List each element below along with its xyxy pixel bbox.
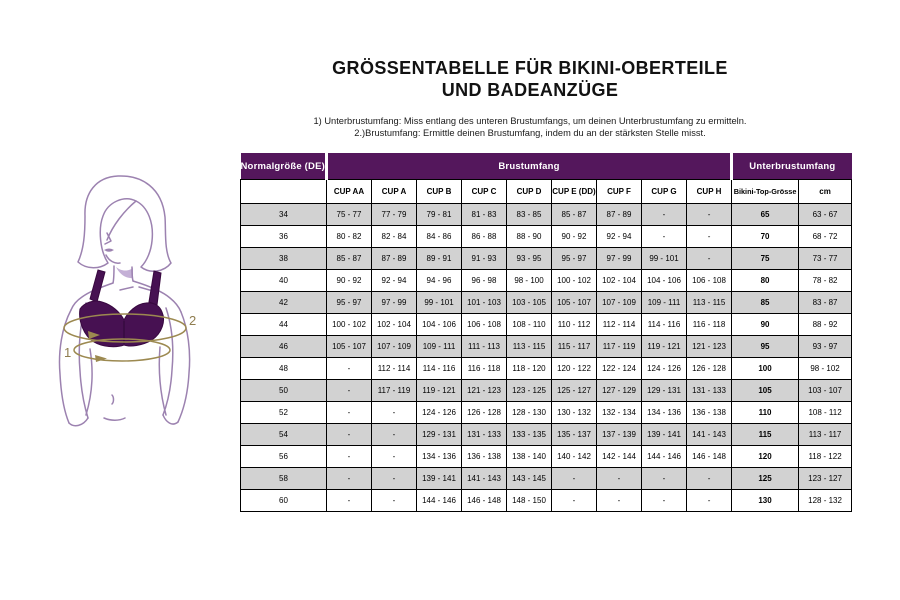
cup-range-cell: 146 - 148 (687, 446, 732, 468)
cup-range-cell: 85 - 87 (327, 248, 372, 270)
size-cell: 56 (241, 446, 327, 468)
cup-range-cell: 88 - 90 (507, 226, 552, 248)
cup-range-cell: 75 - 77 (327, 204, 372, 226)
table-row (241, 468, 852, 490)
cup-range-cell: 106 - 108 (462, 314, 507, 336)
cup-range-cell: 132 - 134 (597, 402, 642, 424)
hair-outline (78, 176, 171, 271)
cup-range-cell: 118 - 120 (507, 358, 552, 380)
cm-column-header: cm (799, 180, 852, 204)
cup-range-cell: 79 - 81 (417, 204, 462, 226)
cup-range-cell: 121 - 123 (462, 380, 507, 402)
cup-column-header: CUP D (507, 180, 552, 204)
table-row (241, 314, 852, 336)
table-row (241, 292, 852, 314)
cup-range-cell: 100 - 102 (327, 314, 372, 336)
underbust-cm-cell: 93 - 97 (799, 336, 852, 358)
instruction-line-2: 2.)Brustumfang: Ermittle deinen Brustumfang, indem du an der stärksten Stelle misst. (354, 127, 706, 138)
cup-range-cell: 112 - 114 (597, 314, 642, 336)
cup-range-cell: 82 - 84 (372, 226, 417, 248)
cup-range-cell: 144 - 146 (417, 490, 462, 512)
cup-range-cell: - (687, 226, 732, 248)
cup-range-cell: 113 - 115 (507, 336, 552, 358)
cup-range-cell: 113 - 115 (687, 292, 732, 314)
collarbone-left (120, 287, 133, 290)
cup-range-cell: 114 - 116 (417, 358, 462, 380)
cup-range-cell: 134 - 136 (642, 402, 687, 424)
cup-column-header: CUP G (642, 180, 687, 204)
cup-range-cell: - (687, 248, 732, 270)
cup-range-cell: 131 - 133 (687, 380, 732, 402)
cup-range-cell: 124 - 126 (417, 402, 462, 424)
cup-range-cell: 102 - 104 (372, 314, 417, 336)
size-table (240, 153, 852, 512)
cup-range-cell: - (552, 490, 597, 512)
measurement-figure-illustration (40, 170, 240, 442)
cup-range-cell: - (687, 490, 732, 512)
cup-range-cell: 104 - 106 (417, 314, 462, 336)
cup-range-cell: 148 - 150 (507, 490, 552, 512)
cup-range-cell: 126 - 128 (462, 402, 507, 424)
cup-range-cell: 86 - 88 (462, 226, 507, 248)
table-row (241, 204, 852, 226)
cup-range-cell: - (642, 468, 687, 490)
table-row (241, 336, 852, 358)
table-row (241, 248, 852, 270)
bikini-top-column-header: Bikini-Top-Grösse (732, 180, 799, 204)
cup-range-cell: 101 - 103 (462, 292, 507, 314)
cup-range-cell: 111 - 113 (462, 336, 507, 358)
cup-range-cell: 89 - 91 (417, 248, 462, 270)
size-cell: 60 (241, 490, 327, 512)
bikini-top-size-cell: 130 (732, 490, 799, 512)
cup-range-cell: 99 - 101 (642, 248, 687, 270)
cup-range-cell: 107 - 109 (372, 336, 417, 358)
cup-range-cell: 129 - 131 (642, 380, 687, 402)
underbust-group-header: Unterbrustumfang (732, 153, 852, 180)
cup-range-cell: 142 - 144 (597, 446, 642, 468)
cup-range-cell: - (687, 468, 732, 490)
cup-range-cell: 128 - 130 (507, 402, 552, 424)
bikini-top-size-cell: 80 (732, 270, 799, 292)
table-row (241, 270, 852, 292)
underbust-cm-cell: 103 - 107 (799, 380, 852, 402)
right-hand (163, 415, 178, 424)
cup-range-cell: 81 - 83 (462, 204, 507, 226)
cup-range-cell: 116 - 118 (687, 314, 732, 336)
navel (112, 395, 114, 404)
cup-range-cell: 120 - 122 (552, 358, 597, 380)
cup-range-cell: 110 - 112 (552, 314, 597, 336)
cup-column-header: CUP H (687, 180, 732, 204)
cup-range-cell: 121 - 123 (687, 336, 732, 358)
size-cell: 40 (241, 270, 327, 292)
cup-range-cell: 114 - 116 (642, 314, 687, 336)
cup-range-cell: 134 - 136 (417, 446, 462, 468)
table-row (241, 358, 852, 380)
cup-range-cell: 133 - 135 (507, 424, 552, 446)
cup-range-cell: 95 - 97 (552, 248, 597, 270)
cup-range-cell: 122 - 124 (597, 358, 642, 380)
table-row (241, 424, 852, 446)
cup-range-cell: 115 - 117 (552, 336, 597, 358)
cup-range-cell: 140 - 142 (552, 446, 597, 468)
cup-range-cell: 126 - 128 (687, 358, 732, 380)
table-row (241, 380, 852, 402)
bikini-top-size-cell: 120 (732, 446, 799, 468)
cup-range-cell: 106 - 108 (687, 270, 732, 292)
cup-range-cell: 119 - 121 (642, 336, 687, 358)
cup-range-cell: - (327, 358, 372, 380)
bikini-top-size-cell: 115 (732, 424, 799, 446)
size-cell: 44 (241, 314, 327, 336)
cup-range-cell: 77 - 79 (372, 204, 417, 226)
underbust-cm-cell: 108 - 112 (799, 402, 852, 424)
cup-range-cell: 138 - 140 (507, 446, 552, 468)
cup-range-cell: 141 - 143 (462, 468, 507, 490)
cup-range-cell: 94 - 96 (417, 270, 462, 292)
cup-range-cell: - (327, 402, 372, 424)
bikini-top-size-cell: 90 (732, 314, 799, 336)
cup-range-cell: 92 - 94 (372, 270, 417, 292)
cup-range-cell: - (327, 446, 372, 468)
cup-range-cell: 83 - 85 (507, 204, 552, 226)
underbust-cm-cell: 63 - 67 (799, 204, 852, 226)
size-cell: 34 (241, 204, 327, 226)
cup-range-cell: 103 - 105 (507, 292, 552, 314)
cup-range-cell: 97 - 99 (372, 292, 417, 314)
bikini-top-size-cell: 65 (732, 204, 799, 226)
cup-range-cell: 117 - 119 (372, 380, 417, 402)
cup-range-cell: 130 - 132 (552, 402, 597, 424)
bust-group-header: Brustumfang (327, 153, 732, 180)
cup-range-cell: 117 - 119 (597, 336, 642, 358)
cup-column-header: CUP C (462, 180, 507, 204)
cup-column-header: CUP E (DD) (552, 180, 597, 204)
measurement-instructions (185, 116, 875, 139)
bikini-top-size-cell: 70 (732, 226, 799, 248)
cup-range-cell: 146 - 148 (462, 490, 507, 512)
table-row (241, 446, 852, 468)
cup-range-cell: - (642, 490, 687, 512)
underbust-label: 1 (64, 345, 72, 360)
cup-range-cell: - (372, 424, 417, 446)
size-cell: 42 (241, 292, 327, 314)
size-column-subheader-empty (241, 180, 327, 204)
cup-range-cell: 124 - 126 (642, 358, 687, 380)
bikini-top-size-cell: 100 (732, 358, 799, 380)
bikini-top-size-cell: 85 (732, 292, 799, 314)
cup-range-cell: 107 - 109 (597, 292, 642, 314)
size-cell: 54 (241, 424, 327, 446)
cup-range-cell: 95 - 97 (327, 292, 372, 314)
underbust-cm-cell: 113 - 117 (799, 424, 852, 446)
cup-range-cell: 139 - 141 (417, 468, 462, 490)
cup-range-cell: 87 - 89 (372, 248, 417, 270)
underbust-cm-cell: 83 - 87 (799, 292, 852, 314)
cup-range-cell: 136 - 138 (687, 402, 732, 424)
cup-range-cell: 109 - 111 (642, 292, 687, 314)
size-cell: 48 (241, 358, 327, 380)
size-table-body (241, 204, 852, 512)
cup-range-cell: 84 - 86 (417, 226, 462, 248)
size-cell: 38 (241, 248, 327, 270)
instruction-line-1: 1) Unterbrustumfang: Miss entlang des unteren Brustumfangs, um deinen Unterbrustumfang zu ermitteln. (313, 116, 747, 126)
cup-range-cell: - (372, 446, 417, 468)
column-header-row (241, 180, 852, 204)
neck-shadow (116, 267, 133, 278)
bikini-top-size-cell: 105 (732, 380, 799, 402)
cup-range-cell: - (597, 490, 642, 512)
cup-range-cell: 143 - 145 (507, 468, 552, 490)
cup-range-cell: - (687, 204, 732, 226)
cup-range-cell: 92 - 94 (597, 226, 642, 248)
underbust-cm-cell: 73 - 77 (799, 248, 852, 270)
cup-range-cell: 109 - 111 (417, 336, 462, 358)
cup-range-cell: 97 - 99 (597, 248, 642, 270)
bra-strap-right (149, 271, 161, 305)
left-arm-outer (59, 310, 71, 423)
cup-range-cell: 99 - 101 (417, 292, 462, 314)
bikini-top-size-cell: 75 (732, 248, 799, 270)
cup-range-cell: - (642, 226, 687, 248)
cup-range-cell: - (327, 468, 372, 490)
underbust-cm-cell: 123 - 127 (799, 468, 852, 490)
underbust-cm-cell: 78 - 82 (799, 270, 852, 292)
bikini-top-size-cell: 95 (732, 336, 799, 358)
cup-range-cell: 93 - 95 (507, 248, 552, 270)
size-group-header: Normalgröße (DE) (241, 153, 327, 180)
cup-range-cell: 131 - 133 (462, 424, 507, 446)
bikini-top-size-cell: 125 (732, 468, 799, 490)
left-hand (69, 418, 88, 426)
cup-range-cell: 123 - 125 (507, 380, 552, 402)
cup-range-cell: 119 - 121 (417, 380, 462, 402)
size-cell: 58 (241, 468, 327, 490)
cup-range-cell: 96 - 98 (462, 270, 507, 292)
underbust-cm-cell: 118 - 122 (799, 446, 852, 468)
cup-range-cell: 90 - 92 (327, 270, 372, 292)
size-cell: 36 (241, 226, 327, 248)
cup-range-cell: 105 - 107 (327, 336, 372, 358)
cup-range-cell: 91 - 93 (462, 248, 507, 270)
cup-range-cell: 104 - 106 (642, 270, 687, 292)
cup-column-header: CUP A (372, 180, 417, 204)
cup-column-header: CUP AA (327, 180, 372, 204)
cup-range-cell: 136 - 138 (462, 446, 507, 468)
cup-range-cell: - (327, 424, 372, 446)
cup-range-cell: 80 - 82 (327, 226, 372, 248)
underbust-cm-cell: 68 - 72 (799, 226, 852, 248)
cup-range-cell: 116 - 118 (462, 358, 507, 380)
size-cell: 46 (241, 336, 327, 358)
neck-left-line (113, 266, 114, 283)
cup-range-cell: 139 - 141 (642, 424, 687, 446)
bust-label: 2 (189, 313, 197, 328)
table-row (241, 402, 852, 424)
table-row (241, 226, 852, 248)
cup-range-cell: 105 - 107 (552, 292, 597, 314)
underbust-cm-cell: 128 - 132 (799, 490, 852, 512)
cup-range-cell: 127 - 129 (597, 380, 642, 402)
cup-range-cell: 125 - 127 (552, 380, 597, 402)
page-title-line-2: UND BADEANZÜGE (441, 80, 619, 100)
cup-column-header: CUP F (597, 180, 642, 204)
cup-range-cell: 100 - 102 (552, 270, 597, 292)
cup-range-cell: - (372, 468, 417, 490)
face-lips (104, 249, 114, 252)
cup-range-cell: 102 - 104 (597, 270, 642, 292)
cup-range-cell: - (552, 468, 597, 490)
right-arm-outer (178, 312, 190, 422)
cup-range-cell: - (372, 402, 417, 424)
underbust-cm-cell: 98 - 102 (799, 358, 852, 380)
cup-range-cell: - (327, 490, 372, 512)
size-cell: 50 (241, 380, 327, 402)
group-header-row (241, 153, 852, 180)
hair-fringe (107, 201, 136, 240)
cup-range-cell: 144 - 146 (642, 446, 687, 468)
bikini-top-size-cell: 110 (732, 402, 799, 424)
cup-range-cell: 112 - 114 (372, 358, 417, 380)
cup-range-cell: - (597, 468, 642, 490)
cup-range-cell: - (372, 490, 417, 512)
cup-range-cell: 141 - 143 (687, 424, 732, 446)
cup-range-cell: 137 - 139 (597, 424, 642, 446)
belly-crease (104, 418, 125, 420)
underbust-cm-cell: 88 - 92 (799, 314, 852, 336)
page-title (205, 57, 855, 101)
cup-range-cell: - (327, 380, 372, 402)
size-cell: 52 (241, 402, 327, 424)
cup-range-cell: 85 - 87 (552, 204, 597, 226)
table-row (241, 490, 852, 512)
cup-range-cell: 135 - 137 (552, 424, 597, 446)
cup-range-cell: 87 - 89 (597, 204, 642, 226)
right-arm-inner (163, 308, 173, 415)
cup-range-cell: - (642, 204, 687, 226)
cup-range-cell: 129 - 131 (417, 424, 462, 446)
cup-range-cell: 98 - 100 (507, 270, 552, 292)
cup-range-cell: 108 - 110 (507, 314, 552, 336)
page-title-line-1: GRÖSSENTABELLE FÜR BIKINI-OBERTEILE (332, 58, 728, 78)
cup-range-cell: 90 - 92 (552, 226, 597, 248)
cup-column-header: CUP B (417, 180, 462, 204)
